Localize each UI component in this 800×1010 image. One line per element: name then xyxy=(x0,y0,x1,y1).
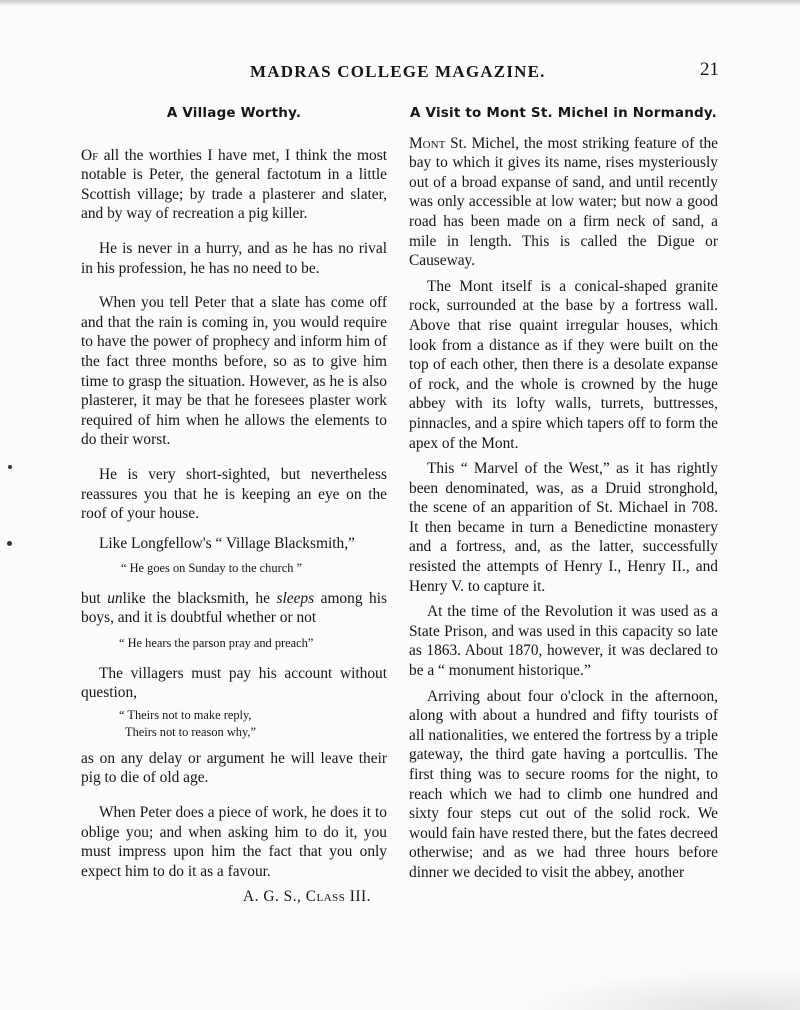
page-number: 21 xyxy=(700,59,719,80)
paragraph: This “ Marvel of the West,” as it has rightly been denominated, was, as a Druid stronghold, the scene of an apparition of St. Michael in 708. It then became in turn a Benedictine monastery and a fortress, and, as the latter, successfully resisted the attempts of Henry I., Henry II., and Henry V. to capture it. xyxy=(409,460,718,595)
paragraph: When Peter does a piece of work, he does it to oblige you; and when asking him to do it, you must impress upon him the fact that you only expect him to do it as a favour. xyxy=(81,804,387,880)
paragraph: Of all the worthies I have met, I think the most notable is Peter, the general factotum in a little Scottish village; by trade a plasterer and slater, and by way of recreation a pig killer. xyxy=(81,146,387,223)
margin-speck xyxy=(8,465,12,469)
paragraph: At the time of the Revolution it was used as a State Prison, and was used in this capacity so late as 1863. About 1870, however, it was declared to be a “ monument historique.” xyxy=(409,603,718,680)
quotation: “ He hears the parson pray and preach” xyxy=(119,636,314,651)
article-title: A Village Worthy. xyxy=(166,105,302,121)
paragraph: The Mont itself is a conical-shaped granite rock, surrounded at the base by a fortress wall. Above that rise quaint irregular houses, which look from a distance as if they were built on the top of each other, then there is a desolate expanse of rock, and the whole is crowned by the huge abbey with its lofty walls, turrets, buttresses, pinnacles, and a spire which tapers off to form the apex of the Mont. xyxy=(409,277,718,452)
drop-cap: Mont xyxy=(409,134,446,152)
article-title: A Visit to Mont St. Michel in Normandy. xyxy=(410,105,717,121)
magazine-title: MADRAS COLLEGE MAGAZINE. xyxy=(250,62,546,81)
article-mont-st-michel xyxy=(409,100,718,889)
paragraph: He is never in a hurry, and as he has no rival in his profession, he has no need to be. xyxy=(81,239,387,277)
paragraph: When you tell Peter that a slate has come off and that the rain is coming in, you would require to have the power of prophecy and inform him of the fact three months before, so as to give him time to grasp the situation. However, as he is also plasterer, it may be that he foresees plaster work required of him when he allows the elements to do their worst. xyxy=(81,294,387,449)
drop-cap: Of xyxy=(81,146,99,164)
paragraph: Like Longfellow's “ Village Blacksmith,” xyxy=(99,534,355,552)
article-village-worthy xyxy=(81,100,387,907)
author-signature: A. G. S., Class III. xyxy=(243,888,371,906)
paragraph: Arriving about four o'clock in the afternoon, along with about a hundred and fifty tourists of all nationalities, we entered the fortress by a triple gateway, the third gate having a portcullis. The first thing was to secure rooms for the night, to reach which we had to climb one hundred and sixty four steps cut out of the solid rock. We would fain have rested there, but the fates decreed otherwise; and as we had three hours before dinner we decided to visit the abbey, another xyxy=(409,687,718,881)
page-edge-shadow xyxy=(0,0,800,6)
paragraph: as on any delay or argument he will leave their pig to die of old age. xyxy=(81,749,387,787)
verse-line: Theirs not to reason why,” xyxy=(125,724,256,739)
paragraph: but unlike the blacksmith, he sleeps among his boys, and it is doubtful whether or not xyxy=(81,589,388,627)
quotation: “ He goes on Sunday to the church ” xyxy=(121,561,302,576)
verse-line: “ Theirs not to make reply, xyxy=(119,707,252,722)
paragraph: The villagers must pay his account without question, xyxy=(81,664,387,702)
paragraph: He is very short-sighted, but nevertheless reassures you that he is keeping an eye on the roof of your house. xyxy=(81,465,387,523)
verse-quotation xyxy=(81,707,387,741)
margin-speck xyxy=(7,541,12,546)
paragraph: Mont St. Michel, the most striking feature of the bay to which it gives its name, rises mysteriously out of a broad expanse of sand, and until recently was only accessible at low water; but now a good road has been made on a firm neck of sand, a mile in length. This is called the Digue or Causeway. xyxy=(409,134,718,270)
paper-smudge xyxy=(520,970,800,1010)
